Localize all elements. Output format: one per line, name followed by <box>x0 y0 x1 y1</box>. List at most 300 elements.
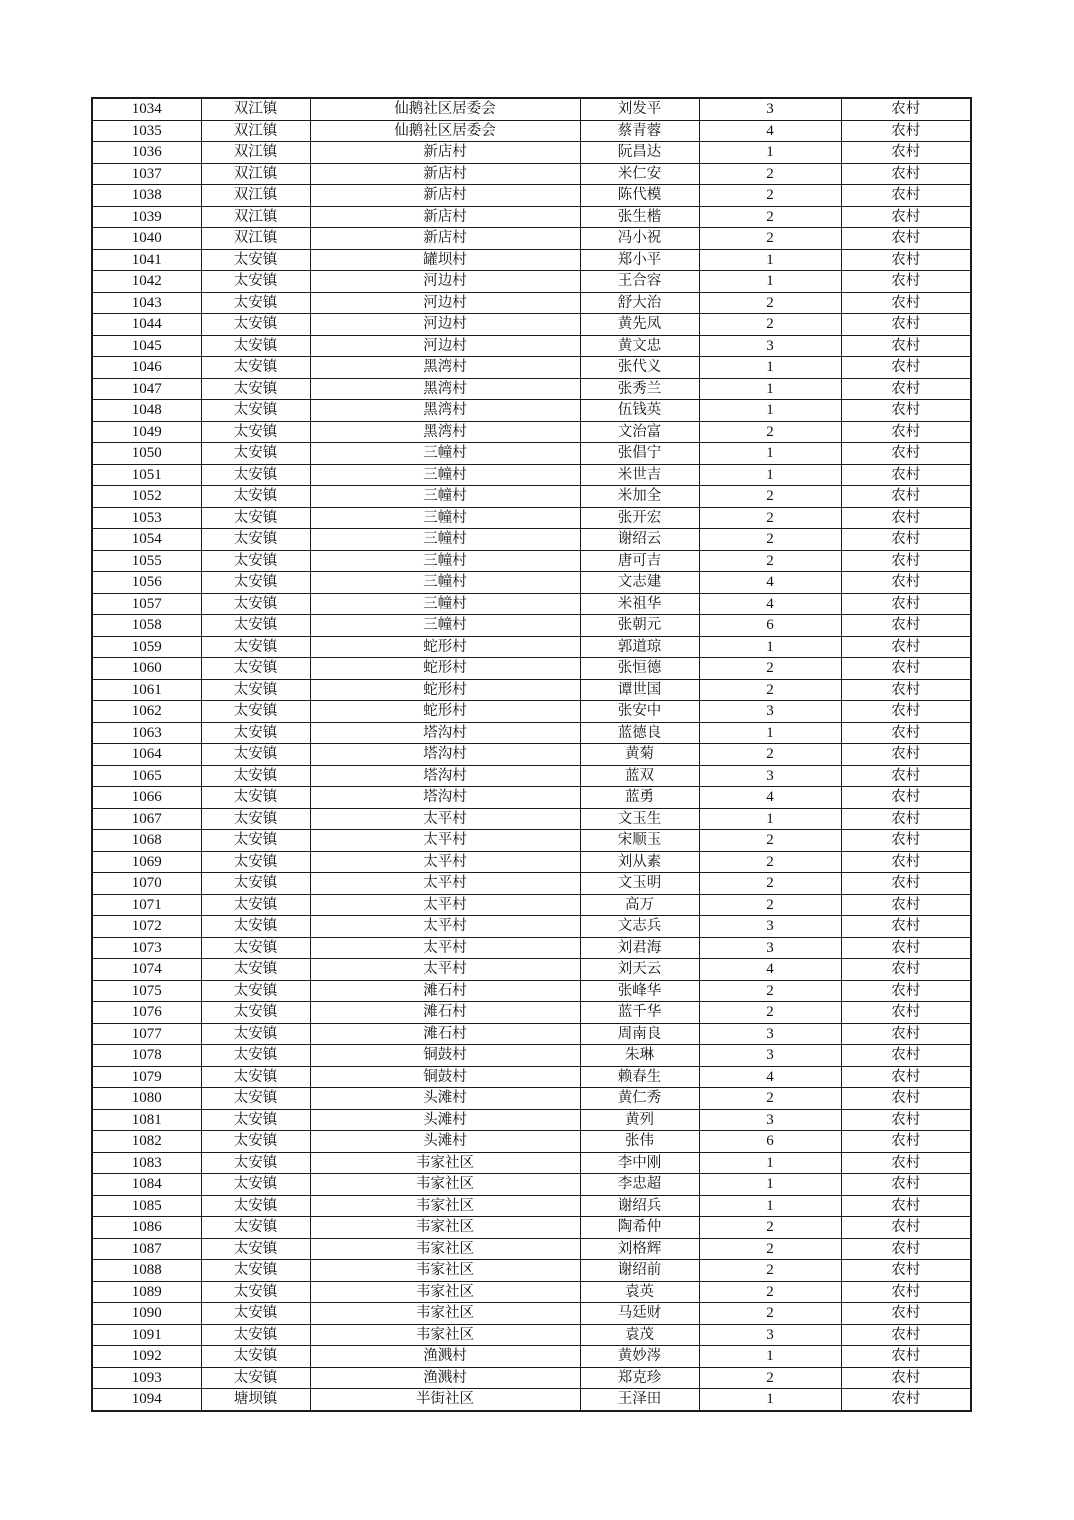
household-size-cell: 3 <box>699 701 841 723</box>
name-cell: 张伟 <box>580 1131 699 1153</box>
serial-number-cell: 1061 <box>92 679 201 701</box>
village-cell: 太平村 <box>310 830 580 852</box>
town-cell: 太安镇 <box>201 808 310 830</box>
table-row <box>92 1389 971 1411</box>
town-cell: 太安镇 <box>201 980 310 1002</box>
town-cell: 太安镇 <box>201 894 310 916</box>
name-cell: 张生楷 <box>580 206 699 228</box>
serial-number-cell: 1055 <box>92 550 201 572</box>
serial-number-cell: 1078 <box>92 1045 201 1067</box>
name-cell: 米加全 <box>580 486 699 508</box>
village-cell: 塔沟村 <box>310 787 580 809</box>
village-cell: 新店村 <box>310 185 580 207</box>
village-cell: 三幢村 <box>310 507 580 529</box>
serial-number-cell: 1062 <box>92 701 201 723</box>
serial-number-cell: 1074 <box>92 959 201 981</box>
name-cell: 谭世国 <box>580 679 699 701</box>
category-cell: 农村 <box>841 529 971 551</box>
table-row <box>92 163 971 185</box>
category-cell: 农村 <box>841 1002 971 1024</box>
category-cell: 农村 <box>841 486 971 508</box>
household-size-cell: 3 <box>699 1023 841 1045</box>
village-cell: 渔溅村 <box>310 1346 580 1368</box>
table-row <box>92 658 971 680</box>
village-cell: 黑湾村 <box>310 378 580 400</box>
category-cell: 农村 <box>841 615 971 637</box>
serial-number-cell: 1042 <box>92 271 201 293</box>
village-cell: 蛇形村 <box>310 701 580 723</box>
table-row <box>92 873 971 895</box>
name-cell: 文玉明 <box>580 873 699 895</box>
serial-number-cell: 1080 <box>92 1088 201 1110</box>
category-cell: 农村 <box>841 765 971 787</box>
category-cell: 农村 <box>841 1174 971 1196</box>
village-cell: 罐坝村 <box>310 249 580 271</box>
town-cell: 塘坝镇 <box>201 1389 310 1411</box>
serial-number-cell: 1081 <box>92 1109 201 1131</box>
name-cell: 刘发平 <box>580 98 699 120</box>
village-cell: 韦家社区 <box>310 1174 580 1196</box>
serial-number-cell: 1089 <box>92 1281 201 1303</box>
household-size-cell: 3 <box>699 1045 841 1067</box>
table-row <box>92 1238 971 1260</box>
village-cell: 韦家社区 <box>310 1195 580 1217</box>
town-cell: 太安镇 <box>201 464 310 486</box>
village-cell: 塔沟村 <box>310 765 580 787</box>
village-cell: 头滩村 <box>310 1131 580 1153</box>
town-cell: 双江镇 <box>201 163 310 185</box>
category-cell: 农村 <box>841 1324 971 1346</box>
village-cell: 韦家社区 <box>310 1303 580 1325</box>
town-cell: 太安镇 <box>201 400 310 422</box>
serial-number-cell: 1043 <box>92 292 201 314</box>
town-cell: 太安镇 <box>201 443 310 465</box>
category-cell: 农村 <box>841 400 971 422</box>
serial-number-cell: 1071 <box>92 894 201 916</box>
table-row <box>92 421 971 443</box>
serial-number-cell: 1065 <box>92 765 201 787</box>
town-cell: 太安镇 <box>201 314 310 336</box>
village-cell: 三幢村 <box>310 550 580 572</box>
household-size-cell: 2 <box>699 228 841 250</box>
table-row <box>92 1088 971 1110</box>
village-cell: 新店村 <box>310 142 580 164</box>
village-cell: 三幢村 <box>310 443 580 465</box>
category-cell: 农村 <box>841 98 971 120</box>
category-cell: 农村 <box>841 1088 971 1110</box>
category-cell: 农村 <box>841 1131 971 1153</box>
serial-number-cell: 1049 <box>92 421 201 443</box>
household-size-cell: 2 <box>699 894 841 916</box>
serial-number-cell: 1054 <box>92 529 201 551</box>
name-cell: 阮昌达 <box>580 142 699 164</box>
village-cell: 河边村 <box>310 335 580 357</box>
village-cell: 蛇形村 <box>310 679 580 701</box>
table-row <box>92 1002 971 1024</box>
serial-number-cell: 1060 <box>92 658 201 680</box>
category-cell: 农村 <box>841 249 971 271</box>
table-row <box>92 507 971 529</box>
town-cell: 太安镇 <box>201 572 310 594</box>
village-cell: 太平村 <box>310 808 580 830</box>
household-size-cell: 1 <box>699 1174 841 1196</box>
category-cell: 农村 <box>841 722 971 744</box>
serial-number-cell: 1063 <box>92 722 201 744</box>
name-cell: 蓝德良 <box>580 722 699 744</box>
serial-number-cell: 1039 <box>92 206 201 228</box>
category-cell: 农村 <box>841 593 971 615</box>
name-cell: 周南良 <box>580 1023 699 1045</box>
table-row <box>92 851 971 873</box>
table-row <box>92 1131 971 1153</box>
table-row <box>92 228 971 250</box>
town-cell: 太安镇 <box>201 830 310 852</box>
town-cell: 太安镇 <box>201 1346 310 1368</box>
name-cell: 李中刚 <box>580 1152 699 1174</box>
table-row <box>92 765 971 787</box>
name-cell: 张倡宁 <box>580 443 699 465</box>
category-cell: 农村 <box>841 464 971 486</box>
table-row <box>92 249 971 271</box>
town-cell: 太安镇 <box>201 292 310 314</box>
village-cell: 铜鼓村 <box>310 1045 580 1067</box>
category-cell: 农村 <box>841 1217 971 1239</box>
village-cell: 黑湾村 <box>310 357 580 379</box>
category-cell: 农村 <box>841 335 971 357</box>
town-cell: 太安镇 <box>201 1131 310 1153</box>
name-cell: 王合容 <box>580 271 699 293</box>
village-cell: 韦家社区 <box>310 1281 580 1303</box>
name-cell: 李忠超 <box>580 1174 699 1196</box>
category-cell: 农村 <box>841 937 971 959</box>
household-size-cell: 3 <box>699 98 841 120</box>
household-size-cell: 2 <box>699 980 841 1002</box>
serial-number-cell: 1092 <box>92 1346 201 1368</box>
name-cell: 宋顺玉 <box>580 830 699 852</box>
name-cell: 谢绍云 <box>580 529 699 551</box>
serial-number-cell: 1064 <box>92 744 201 766</box>
name-cell: 黄菊 <box>580 744 699 766</box>
name-cell: 朱琳 <box>580 1045 699 1067</box>
household-size-cell: 2 <box>699 1002 841 1024</box>
household-size-cell: 2 <box>699 507 841 529</box>
serial-number-cell: 1058 <box>92 615 201 637</box>
name-cell: 张代义 <box>580 357 699 379</box>
household-size-cell: 6 <box>699 615 841 637</box>
category-cell: 农村 <box>841 228 971 250</box>
household-size-cell: 2 <box>699 486 841 508</box>
category-cell: 农村 <box>841 507 971 529</box>
village-cell: 河边村 <box>310 271 580 293</box>
category-cell: 农村 <box>841 1195 971 1217</box>
table-row <box>92 1303 971 1325</box>
table-row <box>92 636 971 658</box>
table-row <box>92 292 971 314</box>
village-cell: 新店村 <box>310 228 580 250</box>
village-cell: 太平村 <box>310 851 580 873</box>
town-cell: 双江镇 <box>201 142 310 164</box>
household-size-cell: 2 <box>699 292 841 314</box>
table-row <box>92 722 971 744</box>
town-cell: 太安镇 <box>201 421 310 443</box>
serial-number-cell: 1075 <box>92 980 201 1002</box>
name-cell: 高万 <box>580 894 699 916</box>
town-cell: 太安镇 <box>201 1088 310 1110</box>
name-cell: 袁茂 <box>580 1324 699 1346</box>
serial-number-cell: 1086 <box>92 1217 201 1239</box>
village-cell: 河边村 <box>310 314 580 336</box>
household-size-cell: 2 <box>699 658 841 680</box>
name-cell: 刘君海 <box>580 937 699 959</box>
name-cell: 郭道琼 <box>580 636 699 658</box>
category-cell: 农村 <box>841 830 971 852</box>
serial-number-cell: 1041 <box>92 249 201 271</box>
table-row <box>92 1260 971 1282</box>
category-cell: 农村 <box>841 185 971 207</box>
serial-number-cell: 1037 <box>92 163 201 185</box>
serial-number-cell: 1094 <box>92 1389 201 1411</box>
serial-number-cell: 1056 <box>92 572 201 594</box>
village-cell: 仙鹅社区居委会 <box>310 120 580 142</box>
category-cell: 农村 <box>841 959 971 981</box>
name-cell: 黄仁秀 <box>580 1088 699 1110</box>
serial-number-cell: 1046 <box>92 357 201 379</box>
name-cell: 蓝勇 <box>580 787 699 809</box>
town-cell: 太安镇 <box>201 357 310 379</box>
household-size-cell: 4 <box>699 787 841 809</box>
serial-number-cell: 1036 <box>92 142 201 164</box>
village-cell: 头滩村 <box>310 1088 580 1110</box>
category-cell: 农村 <box>841 1260 971 1282</box>
name-cell: 蓝双 <box>580 765 699 787</box>
serial-number-cell: 1079 <box>92 1066 201 1088</box>
table-row <box>92 808 971 830</box>
household-size-cell: 2 <box>699 421 841 443</box>
household-size-cell: 2 <box>699 163 841 185</box>
household-size-cell: 3 <box>699 937 841 959</box>
household-size-cell: 2 <box>699 185 841 207</box>
table-row <box>92 1367 971 1389</box>
town-cell: 太安镇 <box>201 787 310 809</box>
village-cell: 太平村 <box>310 873 580 895</box>
town-cell: 太安镇 <box>201 679 310 701</box>
table-row <box>92 464 971 486</box>
name-cell: 张峰华 <box>580 980 699 1002</box>
table-row <box>92 787 971 809</box>
table-row <box>92 206 971 228</box>
table-row <box>92 98 971 120</box>
table-row <box>92 1324 971 1346</box>
table-row <box>92 1066 971 1088</box>
name-cell: 刘从素 <box>580 851 699 873</box>
serial-number-cell: 1070 <box>92 873 201 895</box>
serial-number-cell: 1051 <box>92 464 201 486</box>
category-cell: 农村 <box>841 1109 971 1131</box>
town-cell: 太安镇 <box>201 1238 310 1260</box>
household-size-cell: 2 <box>699 550 841 572</box>
category-cell: 农村 <box>841 314 971 336</box>
table-row <box>92 572 971 594</box>
household-size-cell: 3 <box>699 916 841 938</box>
name-cell: 郑克珍 <box>580 1367 699 1389</box>
household-size-cell: 1 <box>699 271 841 293</box>
category-cell: 农村 <box>841 1281 971 1303</box>
household-size-cell: 2 <box>699 851 841 873</box>
name-cell: 文玉生 <box>580 808 699 830</box>
town-cell: 太安镇 <box>201 959 310 981</box>
village-cell: 铜鼓村 <box>310 1066 580 1088</box>
town-cell: 太安镇 <box>201 1066 310 1088</box>
household-size-cell: 3 <box>699 765 841 787</box>
town-cell: 双江镇 <box>201 185 310 207</box>
household-size-cell: 2 <box>699 1367 841 1389</box>
household-size-cell: 2 <box>699 744 841 766</box>
serial-number-cell: 1047 <box>92 378 201 400</box>
town-cell: 太安镇 <box>201 529 310 551</box>
town-cell: 太安镇 <box>201 249 310 271</box>
town-cell: 太安镇 <box>201 550 310 572</box>
category-cell: 农村 <box>841 1367 971 1389</box>
category-cell: 农村 <box>841 292 971 314</box>
table-row <box>92 1217 971 1239</box>
household-size-cell: 4 <box>699 572 841 594</box>
town-cell: 太安镇 <box>201 486 310 508</box>
village-cell: 半街社区 <box>310 1389 580 1411</box>
table-row <box>92 980 971 1002</box>
household-size-cell: 1 <box>699 443 841 465</box>
village-cell: 太平村 <box>310 894 580 916</box>
household-size-cell: 1 <box>699 722 841 744</box>
village-cell: 头滩村 <box>310 1109 580 1131</box>
household-size-cell: 1 <box>699 378 841 400</box>
town-cell: 太安镇 <box>201 658 310 680</box>
household-size-cell: 2 <box>699 206 841 228</box>
name-cell: 赖春生 <box>580 1066 699 1088</box>
household-size-cell: 2 <box>699 830 841 852</box>
category-cell: 农村 <box>841 163 971 185</box>
category-cell: 农村 <box>841 443 971 465</box>
village-cell: 新店村 <box>310 206 580 228</box>
table-row <box>92 443 971 465</box>
village-cell: 黑湾村 <box>310 400 580 422</box>
household-size-cell: 1 <box>699 808 841 830</box>
serial-number-cell: 1057 <box>92 593 201 615</box>
category-cell: 农村 <box>841 421 971 443</box>
town-cell: 太安镇 <box>201 1260 310 1282</box>
town-cell: 双江镇 <box>201 120 310 142</box>
category-cell: 农村 <box>841 378 971 400</box>
table-row <box>92 1152 971 1174</box>
category-cell: 农村 <box>841 679 971 701</box>
name-cell: 黄文忠 <box>580 335 699 357</box>
serial-number-cell: 1067 <box>92 808 201 830</box>
category-cell: 农村 <box>841 271 971 293</box>
village-cell: 塔沟村 <box>310 722 580 744</box>
village-cell: 太平村 <box>310 916 580 938</box>
household-size-cell: 2 <box>699 1238 841 1260</box>
category-cell: 农村 <box>841 1346 971 1368</box>
table-row <box>92 1281 971 1303</box>
category-cell: 农村 <box>841 357 971 379</box>
village-cell: 河边村 <box>310 292 580 314</box>
table-row <box>92 550 971 572</box>
category-cell: 农村 <box>841 572 971 594</box>
name-cell: 唐可吉 <box>580 550 699 572</box>
category-cell: 农村 <box>841 1152 971 1174</box>
serial-number-cell: 1076 <box>92 1002 201 1024</box>
category-cell: 农村 <box>841 550 971 572</box>
village-cell: 韦家社区 <box>310 1217 580 1239</box>
household-size-cell: 3 <box>699 1109 841 1131</box>
village-cell: 三幢村 <box>310 593 580 615</box>
town-cell: 太安镇 <box>201 1109 310 1131</box>
category-cell: 农村 <box>841 658 971 680</box>
serial-number-cell: 1035 <box>92 120 201 142</box>
serial-number-cell: 1082 <box>92 1131 201 1153</box>
village-cell: 三幢村 <box>310 572 580 594</box>
village-cell: 三幢村 <box>310 615 580 637</box>
town-cell: 太安镇 <box>201 1367 310 1389</box>
town-cell: 双江镇 <box>201 98 310 120</box>
name-cell: 张恒德 <box>580 658 699 680</box>
name-cell: 蓝千华 <box>580 1002 699 1024</box>
household-size-cell: 2 <box>699 314 841 336</box>
serial-number-cell: 1087 <box>92 1238 201 1260</box>
town-cell: 太安镇 <box>201 1152 310 1174</box>
table-row <box>92 744 971 766</box>
name-cell: 刘格辉 <box>580 1238 699 1260</box>
serial-number-cell: 1066 <box>92 787 201 809</box>
table-row <box>92 1174 971 1196</box>
town-cell: 太安镇 <box>201 271 310 293</box>
serial-number-cell: 1045 <box>92 335 201 357</box>
town-cell: 太安镇 <box>201 1174 310 1196</box>
town-cell: 太安镇 <box>201 1303 310 1325</box>
name-cell: 刘天云 <box>580 959 699 981</box>
name-cell: 谢绍前 <box>580 1260 699 1282</box>
category-cell: 农村 <box>841 808 971 830</box>
town-cell: 太安镇 <box>201 335 310 357</box>
name-cell: 陶希仲 <box>580 1217 699 1239</box>
category-cell: 农村 <box>841 701 971 723</box>
table-row <box>92 335 971 357</box>
category-cell: 农村 <box>841 916 971 938</box>
table-row <box>92 1045 971 1067</box>
name-cell: 郑小平 <box>580 249 699 271</box>
table-row <box>92 529 971 551</box>
serial-number-cell: 1093 <box>92 1367 201 1389</box>
serial-number-cell: 1091 <box>92 1324 201 1346</box>
serial-number-cell: 1034 <box>92 98 201 120</box>
table-row <box>92 357 971 379</box>
serial-number-cell: 1040 <box>92 228 201 250</box>
name-cell: 张开宏 <box>580 507 699 529</box>
name-cell: 黄妙涔 <box>580 1346 699 1368</box>
serial-number-cell: 1084 <box>92 1174 201 1196</box>
household-size-cell: 4 <box>699 1066 841 1088</box>
town-cell: 太安镇 <box>201 378 310 400</box>
category-cell: 农村 <box>841 1389 971 1411</box>
household-size-cell: 2 <box>699 1303 841 1325</box>
village-cell: 三幢村 <box>310 486 580 508</box>
table-row <box>92 701 971 723</box>
town-cell: 太安镇 <box>201 1324 310 1346</box>
category-cell: 农村 <box>841 206 971 228</box>
village-cell: 仙鹅社区居委会 <box>310 98 580 120</box>
category-cell: 农村 <box>841 873 971 895</box>
category-cell: 农村 <box>841 744 971 766</box>
serial-number-cell: 1044 <box>92 314 201 336</box>
